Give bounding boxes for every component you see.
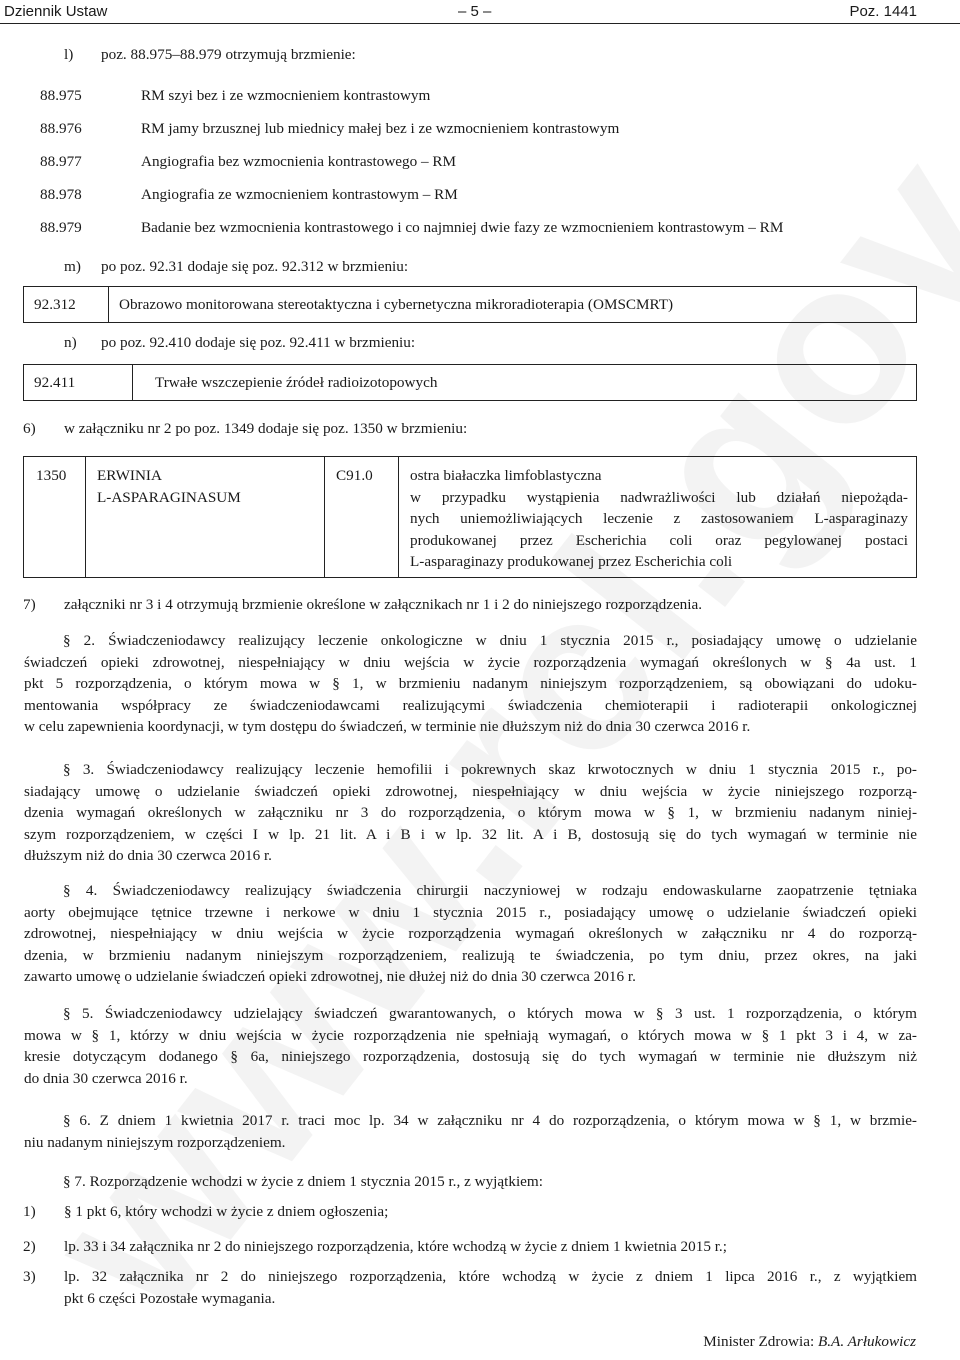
table-name: Badanie bez wzmocnienia kontrastowego i co najmniej dwie fazy ze wzmocnieniem kontrastowym – RM (141, 219, 784, 236)
item-l-text: poz. 88.975–88.979 otrzymują brzmienie: (101, 46, 356, 63)
table-code: 88.979 (40, 219, 82, 236)
table-name: Trwałe wszczepienie źródeł radioizotopowych (155, 374, 438, 391)
table-indication (410, 465, 908, 573)
item-6-text: w załączniku nr 2 po poz. 1349 dodaje się poz. 1350 w brzmieniu: (64, 420, 468, 437)
section-2 (24, 630, 917, 738)
page-number: – 5 – (458, 3, 492, 20)
table-92411 (23, 364, 917, 401)
paragraph-line: aorty obejmujące tętnice trzewne i nerkowe w dniu 1 stycznia 2015 r., posiadający umowę o udzielanie świadczeń opieki (24, 903, 917, 921)
section-4 (24, 880, 917, 988)
table-divider (108, 287, 109, 322)
paragraph-line: mentowania współpracy ze świadczeniodawcami realizującymi świadczenia chemioterapii i radioterapii onkologicznej (24, 696, 917, 714)
indication-line: nych uniemożliwiających leczenie z zastosowaniem L-asparaginazy (410, 510, 908, 527)
indication-line: produkowanej przez Escherichia coli oraz pegylowanej postaci (410, 531, 908, 549)
table-name: Obrazowo monitorowana stereotaktyczna i cybernetyczna mikroradioterapia (OMSCMRT) (119, 296, 674, 313)
table-code: 88.975 (40, 87, 82, 104)
table-divider (398, 457, 399, 577)
table-code: 88.978 (40, 186, 82, 203)
table-icd: C91.0 (336, 467, 373, 484)
exception-number: 1) (23, 1203, 36, 1220)
item-6-label: 6) (23, 420, 36, 437)
table-code: 92.312 (34, 296, 76, 313)
paragraph-line: § 4. Świadczeniodawcy realizujący świadczenia chirurgii naczyniowej w rodzaju endowaskularne zaopatrzenie tętniaka (63, 882, 917, 899)
paragraph-line: § 6. Z dniem 1 kwietnia 2017 r. traci moc lp. 34 w załączniku nr 4 do rozporządzenia, o którym mowa w § 1, w brzmie- (63, 1112, 917, 1129)
table-name: RM jamy brzusznej lub miednicy małej bez i ze wzmocnieniem kontrastowym (141, 120, 620, 137)
table-92312 (23, 286, 917, 323)
table-name: Angiografia ze wzmocnieniem kontrastowym – RM (141, 186, 458, 203)
exception-text: lp. 32 załącznika nr 2 do niniejszego rozporządzenia, które wchodzą w życie z dniem 1 lipca 2016 r., z wyjątkiem (64, 1268, 917, 1285)
paragraph-line: dzenia wymagań określonych w załączniku nr 3 do rozporządzenia, o którym mowa w § 1, w brzmieniu nadanym niniej- (24, 804, 917, 821)
section-7: § 7. Rozporządzenie wchodzi w życie z dniem 1 stycznia 2015 r., z wyjątkiem: (63, 1173, 543, 1190)
table-name: Angiografia bez wzmocnienia kontrastowego – RM (141, 153, 457, 170)
signature-name: B.A. Arłukowicz (817, 1333, 916, 1350)
table-divider (132, 365, 133, 400)
exception-number: 3) (23, 1268, 36, 1285)
paragraph-line: § 5. Świadczeniodawcy udzielający świadczeń gwarantowanych, o których mowa w § 3 ust. 1 rozporządzenia, o którym (63, 1005, 917, 1022)
paragraph-line: dłuższym niż do dnia 30 czerwca 2016 r. (24, 847, 272, 864)
indication-line: w przypadku wystąpienia nadwrażliwości lub działań niepożąda- (410, 488, 908, 506)
exception-number: 2) (23, 1238, 36, 1255)
table-divider (85, 457, 86, 577)
paragraph-line: § 3. Świadczeniodawcy realizujący leczenie hemofilii i pokrewnych skaz krwotocznych w dniu 1 stycznia 2015 r., po- (63, 761, 917, 778)
paragraph-line: świadczeń opieki zdrowotnej, niespełniający w dniu wejścia w życie rozporządzenia wymagań określonych w § 4a ust. 1 (24, 653, 917, 671)
section-3 (24, 759, 917, 867)
paragraph-line: siadający umowę o udzielanie świadczeń opieki zdrowotnej, niespełniający w dniu wejścia w życie niniejszego rozporzą- (24, 782, 917, 800)
paragraph-line: do dnia 30 czerwca 2016 r. (24, 1069, 188, 1087)
position-number: Poz. 1441 (849, 3, 917, 20)
table-divider (324, 457, 325, 577)
page-header (0, 0, 960, 24)
item-l-label: l) (64, 46, 74, 63)
table-drug (97, 465, 241, 508)
paragraph-line: dzenia, w brzmieniu nadanym niniejszym rozporządzeniem, realizują te świadczenia, po tym dniu, przez okres, na jaki (24, 946, 917, 964)
drug-line: ERWINIA (97, 467, 162, 484)
section-6 (24, 1110, 917, 1153)
table-lp: 1350 (36, 467, 67, 484)
item-m-text: po poz. 92.31 dodaje się poz. 92.312 w brzmieniu: (101, 258, 409, 275)
paragraph-line: kresie dotyczącym dodanego § 6a, niniejszego rozporządzenia, dostosują się do tych wymagań w terminie nie dłuższym niż (24, 1048, 917, 1065)
paragraph-line: szym rozporządzeniem, w części I w lp. 21 lit. A i B i w lp. 32 lit. A i B, dostosują się do tych wymagań w terminie nie (24, 825, 917, 843)
item-7-label: 7) (23, 596, 36, 613)
indication-line: L-asparaginazy produkowanej przez Escherichia coli (410, 553, 733, 570)
item-7-text: załączniki nr 3 i 4 otrzymują brzmienie określone w załącznikach nr 1 i 2 do niniejszego rozporządzenia. (64, 596, 703, 613)
paragraph-line: pkt 5 rozporządzenia, o którym mowa w § 1, w brzmieniu nadanym niniejszym rozporządzeniem, są obowiązani do udoku- (24, 675, 917, 692)
paragraph-line: § 2. Świadczeniodawcy realizujący leczenie onkologiczne w dniu 1 stycznia 2015 r., posiadający umowę o udzielanie (63, 632, 917, 649)
table-code: 92.411 (34, 374, 76, 391)
exception-text: pkt 6 części Pozostałe wymagania. (64, 1289, 276, 1307)
item-n-label: n) (64, 334, 77, 351)
indication-line: ostra białaczka limfoblastyczna (410, 467, 602, 484)
exception-text: lp. 33 i 34 załącznika nr 2 do niniejszego rozporządzenia, które wchodzą w życie z dniem 1 kwietnia 2015 r.; (64, 1238, 727, 1255)
paragraph-line: w celu zapewnienia koordynacji, w tym dostępu do świadczeń, w terminie nie dłuższym niż do dnia 30 czerwca 2016 r. (24, 718, 751, 735)
paragraph-line: zdrowotnej, niespełniający w dniu wejścia w życie rozporządzenia wymagań określonych w załączniku nr 4 do rozporzą- (24, 925, 917, 942)
item-m-label: m) (64, 258, 81, 275)
signature-role: Minister Zdrowia: (703, 1333, 815, 1350)
table-code: 88.976 (40, 120, 82, 137)
drug-line: L-ASPARAGINASUM (97, 488, 241, 506)
table-1350 (23, 456, 917, 578)
item-n-text: po poz. 92.410 dodaje się poz. 92.411 w brzmieniu: (101, 334, 416, 351)
exception-text: § 1 pkt 6, który wchodzi w życie z dniem ogłoszenia; (64, 1203, 389, 1220)
paragraph-line: niu nadanym niniejszym rozporządzeniem. (24, 1133, 286, 1151)
table-name: RM szyi bez i ze wzmocnieniem kontrastowym (141, 87, 431, 104)
table-code: 88.977 (40, 153, 82, 170)
journal-title: Dziennik Ustaw (4, 3, 108, 20)
signature (703, 1331, 916, 1353)
paragraph-line: zawarto umowę o udzielanie świadczeń opieki zdrowotnej, nie dłużej niż do dnia 30 czerwca 2016 r. (24, 968, 636, 985)
paragraph-line: mowa w § 1, którzy w dniu wejścia w życie rozporządzenia nie spełniają wymagań, o których mowa w § 1 pkt 3 i 4, w za- (24, 1026, 917, 1044)
section-5 (24, 1003, 917, 1089)
